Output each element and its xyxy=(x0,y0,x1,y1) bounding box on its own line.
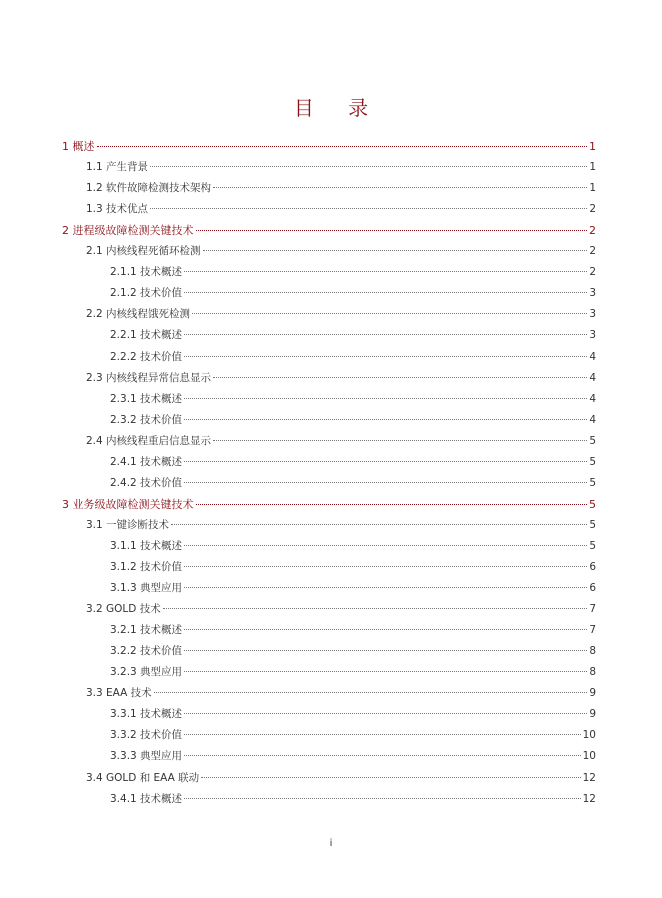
toc-leader-dots xyxy=(213,187,587,188)
toc-entry[interactable] xyxy=(62,222,596,242)
toc-entry-page: 2 xyxy=(589,266,596,279)
toc-entry-page: 9 xyxy=(589,708,596,721)
toc-leader-dots xyxy=(184,587,587,588)
toc-entry-label: 3.3 EAA 技术 xyxy=(86,687,152,700)
toc-entry[interactable] xyxy=(110,391,596,411)
toc-entry-page: 12 xyxy=(582,771,596,784)
toc-entry[interactable] xyxy=(110,622,596,642)
toc-entry[interactable] xyxy=(110,727,596,747)
toc-entry-label: 2.4 内核线程重启信息显示 xyxy=(86,434,212,447)
toc-entry[interactable] xyxy=(110,264,596,284)
toc-entry-label: 3.1.1 技术概述 xyxy=(110,539,183,552)
toc-entry[interactable] xyxy=(110,412,596,432)
toc-leader-dots xyxy=(184,356,587,357)
toc-leader-dots xyxy=(213,377,587,378)
toc-entry-page: 3 xyxy=(589,329,596,342)
toc-entry[interactable] xyxy=(86,201,596,221)
toc-leader-dots xyxy=(150,208,587,209)
toc-entry-page: 10 xyxy=(582,750,596,763)
toc-entry-page: 5 xyxy=(589,434,596,447)
page-title: 目 录 xyxy=(293,96,383,120)
toc-leader-dots xyxy=(184,566,587,567)
toc-leader-dots xyxy=(192,313,587,314)
toc-entry[interactable] xyxy=(62,496,596,516)
toc-leader-dots xyxy=(184,734,581,735)
toc-entry[interactable] xyxy=(110,454,596,474)
toc-entry-page: 5 xyxy=(589,539,596,552)
toc-entry-label: 3.2 GOLD 技术 xyxy=(86,603,161,616)
toc-leader-dots xyxy=(184,713,587,714)
toc-entry-page: 6 xyxy=(589,561,596,573)
toc-entry-label: 2.3.1 技术概述 xyxy=(110,392,183,405)
toc-entry-label: 3.1.2 技术价值 xyxy=(110,561,183,573)
toc-entry[interactable] xyxy=(110,475,596,495)
toc-leader-dots xyxy=(213,440,587,441)
toc-entry-label: 3 业务级故障检测关键技术 xyxy=(62,497,194,511)
toc-entry-page: 7 xyxy=(589,624,596,637)
toc-entry-page: 8 xyxy=(589,666,596,679)
toc-entry-page: 2 xyxy=(589,245,596,258)
toc-leader-dots xyxy=(184,671,587,672)
toc-entry-page: 9 xyxy=(589,687,596,700)
toc-entry[interactable] xyxy=(86,601,596,621)
toc-entry-page: 1 xyxy=(589,161,596,174)
toc-leader-dots xyxy=(171,524,587,525)
toc-entry-label: 2.1 内核线程死循环检测 xyxy=(86,245,201,258)
toc-entry-page: 2 xyxy=(589,203,596,216)
toc-leader-dots xyxy=(184,545,587,546)
toc-leader-dots xyxy=(184,629,587,630)
toc-entry[interactable] xyxy=(62,138,596,158)
toc-entry-page: 4 xyxy=(589,413,596,426)
toc-entry-label: 1.1 产生背景 xyxy=(86,161,149,174)
toc-entry-label: 3.3.1 技术概述 xyxy=(110,708,183,721)
toc-entry[interactable] xyxy=(110,559,596,579)
toc-entry-page: 4 xyxy=(589,371,596,384)
toc-entry-page: 5 xyxy=(589,497,596,511)
toc-leader-dots xyxy=(184,461,587,462)
toc-leader-dots xyxy=(196,230,588,231)
toc-entry-page: 2 xyxy=(589,224,596,238)
toc-leader-dots xyxy=(184,292,587,293)
toc-entry-label: 1.3 技术优点 xyxy=(86,203,149,216)
toc-entry[interactable] xyxy=(86,370,596,390)
toc-entry-label: 3.1 一键诊断技术 xyxy=(86,518,170,531)
toc-entry-label: 2.2 内核线程饿死检测 xyxy=(86,308,191,321)
toc-entry-page: 12 xyxy=(582,792,596,805)
toc-leader-dots xyxy=(97,146,588,147)
toc-entry-label: 2.4.2 技术价值 xyxy=(110,476,183,489)
toc-leader-dots xyxy=(154,692,588,693)
toc-entry-label: 2.3 内核线程异常信息显示 xyxy=(86,371,212,384)
toc-entry-page: 1 xyxy=(589,182,596,195)
toc-entry[interactable] xyxy=(86,433,596,453)
toc-entry-page: 4 xyxy=(589,392,596,405)
toc-entry[interactable] xyxy=(110,580,596,600)
toc-entry[interactable] xyxy=(110,327,596,347)
toc-entry[interactable] xyxy=(110,706,596,726)
toc-entry-page: 3 xyxy=(589,287,596,300)
toc-entry[interactable] xyxy=(86,159,596,179)
toc-entry-label: 3.3.2 技术价值 xyxy=(110,729,183,742)
toc-entry-page: 6 xyxy=(589,582,596,595)
toc-entry-page: 4 xyxy=(589,350,596,363)
toc-leader-dots xyxy=(184,398,587,399)
toc-entry-page: 10 xyxy=(582,729,596,742)
toc-leader-dots xyxy=(196,504,588,505)
toc-entry-page: 8 xyxy=(589,645,596,658)
toc-entry-page: 5 xyxy=(589,518,596,531)
toc-entry-label: 2.4.1 技术概述 xyxy=(110,455,183,468)
toc-entry[interactable] xyxy=(86,180,596,200)
toc-entry-label: 3.2.1 技术概述 xyxy=(110,624,183,637)
toc-entry[interactable] xyxy=(86,770,596,790)
toc-leader-dots xyxy=(184,271,587,272)
toc-leader-dots xyxy=(203,250,588,251)
toc-entry-page: 5 xyxy=(589,455,596,468)
toc-entry-label: 2.1.2 技术价值 xyxy=(110,287,183,300)
toc-entry-label: 3.4.1 技术概述 xyxy=(110,792,183,805)
toc-entry-label: 2.2.1 技术概述 xyxy=(110,329,183,342)
toc-entry-page: 3 xyxy=(589,308,596,321)
toc-entry-label: 1 概述 xyxy=(62,140,95,153)
toc-entry[interactable] xyxy=(86,517,596,537)
toc-entry-label: 3.1.3 典型应用 xyxy=(110,582,183,595)
toc-leader-dots xyxy=(201,777,580,778)
toc-leader-dots xyxy=(184,334,587,335)
toc-entry-page: 7 xyxy=(589,603,596,616)
toc-entry-label: 2.1.1 技术概述 xyxy=(110,266,183,279)
toc-entry[interactable] xyxy=(86,306,596,326)
toc-leader-dots xyxy=(184,755,581,756)
toc-entry-label: 1.2 软件故障检测技术架构 xyxy=(86,182,212,195)
toc-leader-dots xyxy=(163,608,588,609)
toc-entry[interactable] xyxy=(86,685,596,705)
toc-entry-label: 3.2.2 技术价值 xyxy=(110,645,183,658)
toc-leader-dots xyxy=(184,419,587,420)
toc-entry-label: 2.3.2 技术价值 xyxy=(110,413,183,426)
toc-leader-dots xyxy=(184,482,587,483)
toc-leader-dots xyxy=(184,650,587,651)
toc-entry-label: 2.2.2 技术价值 xyxy=(110,350,183,363)
toc-leader-dots xyxy=(150,166,587,167)
toc-entry-label: 2 进程级故障检测关键技术 xyxy=(62,224,194,238)
toc-entry[interactable] xyxy=(110,664,596,684)
toc-entry-label: 3.4 GOLD 和 EAA 联动 xyxy=(86,771,200,784)
page-number: i xyxy=(329,838,333,849)
toc-entry-label: 3.2.3 典型应用 xyxy=(110,666,183,679)
toc-entry[interactable] xyxy=(110,349,596,369)
toc-entry[interactable] xyxy=(110,538,596,558)
toc-entry[interactable] xyxy=(110,748,596,768)
toc-entry-label: 3.3.3 典型应用 xyxy=(110,750,183,763)
toc-leader-dots xyxy=(184,798,581,799)
toc-entry[interactable] xyxy=(110,791,596,811)
toc-entry[interactable] xyxy=(110,285,596,305)
toc-entry[interactable] xyxy=(86,243,596,263)
toc-entry-page: 5 xyxy=(589,476,596,489)
toc-entry-page: 1 xyxy=(589,140,596,153)
toc-entry[interactable] xyxy=(110,643,596,663)
